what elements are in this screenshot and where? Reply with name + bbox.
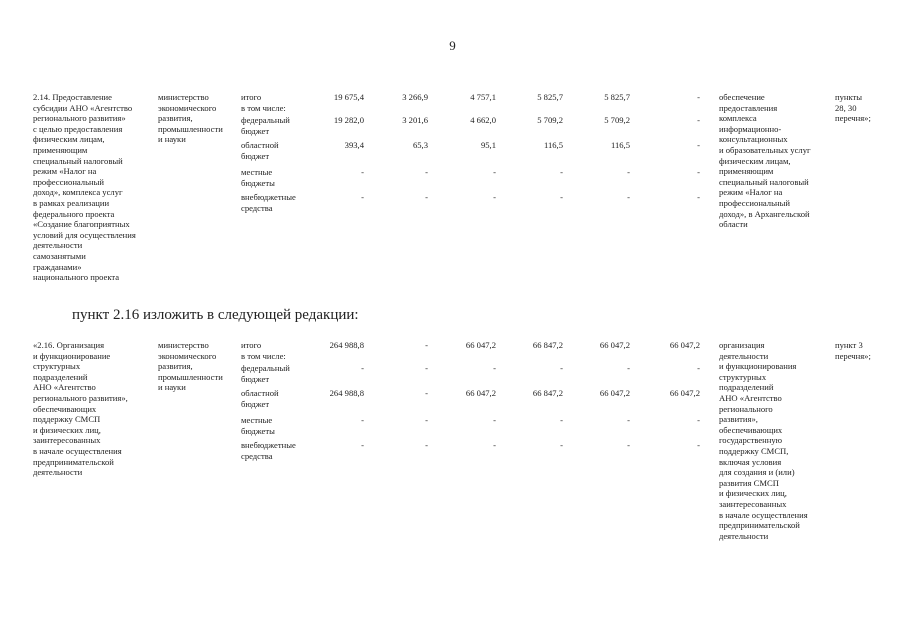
funding-value: - — [425, 415, 428, 425]
funding-value: - — [627, 440, 630, 450]
funding-value: 66 047,2 — [599, 388, 630, 398]
funding-value: - — [425, 363, 428, 373]
funding-value: - — [425, 192, 428, 202]
funding-value: 5 825,7 — [604, 92, 630, 102]
funding-value: - — [361, 440, 364, 450]
funding-source: областной бюджет — [241, 388, 279, 409]
funding-value: 66 047,2 — [465, 340, 496, 350]
funding-value: 66 047,2 — [599, 340, 630, 350]
funding-source: итого в том числе: — [241, 340, 286, 361]
expected-result: организация деятельности и функционирования структурных подразделений АНО «Агентство регионального развития», обеспечивающих государственную поддержку СМСП, включая условия для создания и (или) развития СМСП и физических лиц, заинтересованных в начале осуществления предпринимательской деятельности — [719, 340, 808, 541]
funding-value: - — [425, 167, 428, 177]
funding-value: - — [697, 363, 700, 373]
funding-value: - — [560, 167, 563, 177]
executor: министерство экономического развития, промышленности и науки — [158, 92, 223, 145]
funding-value: 4 757,1 — [470, 92, 496, 102]
funding-value: - — [560, 415, 563, 425]
funding-value: 66 047,2 — [465, 388, 496, 398]
funding-value: - — [697, 115, 700, 125]
funding-value: - — [627, 192, 630, 202]
measure-title: 2.14. Предоставление субсидии АНО «Агентство регионального развития» с целью предоставления физическим лицам, применяющим специальный налоговый режим «Налог на профессиональный доход», комплекса услуг в рамках реализации федерального проекта «Создание благоприятных условий для осуществления деятельности самозанятыми гражданами» национального проекта — [33, 92, 136, 283]
funding-value: - — [493, 192, 496, 202]
page-number: 9 — [449, 38, 456, 53]
amendment-heading: пункт 2.16 изложить в следующей редакции: — [72, 307, 359, 323]
funding-value: 5 709,2 — [604, 115, 630, 125]
funding-value: - — [697, 440, 700, 450]
funding-value: - — [560, 440, 563, 450]
funding-value: - — [697, 92, 700, 102]
funding-value: - — [627, 415, 630, 425]
funding-source: итого в том числе: — [241, 92, 286, 113]
funding-value: - — [361, 192, 364, 202]
funding-value: - — [697, 415, 700, 425]
funding-value: 66 047,2 — [669, 340, 700, 350]
funding-value: 66 847,2 — [532, 388, 563, 398]
funding-value: 4 662,0 — [470, 115, 496, 125]
measure-title: «2.16. Организация и функционирование структурных подразделений АНО «Агентство регионального развития», обеспечивающих поддержку СМСП и физических лиц, заинтересованных в начале осуществления предпринимательской деятельности — [33, 340, 128, 478]
funding-value: 116,5 — [610, 140, 630, 150]
executor: министерство экономического развития, промышленности и науки — [158, 340, 223, 393]
funding-value: 393,4 — [344, 140, 364, 150]
funding-value: 3 201,6 — [402, 115, 428, 125]
funding-source: внебюджетные средства — [241, 192, 296, 213]
reference: пункт 3 перечня»; — [835, 340, 871, 361]
funding-value: 5 709,2 — [537, 115, 563, 125]
funding-value: - — [627, 167, 630, 177]
funding-value: 95,1 — [480, 140, 496, 150]
funding-value: - — [425, 388, 428, 398]
funding-value: - — [560, 363, 563, 373]
funding-value: - — [493, 440, 496, 450]
funding-value: - — [361, 167, 364, 177]
funding-value: - — [697, 192, 700, 202]
funding-value: - — [361, 363, 364, 373]
funding-value: - — [425, 440, 428, 450]
funding-source: федеральный бюджет — [241, 115, 290, 136]
expected-result: обеспечение предоставления комплекса информационно- консультационных и образовательных услуг физическим лицам, применяющим специальный налоговый режим «Налог на профессиональный доход», в Архангельской области — [719, 92, 811, 230]
funding-value: - — [493, 363, 496, 373]
funding-value: 66 047,2 — [669, 388, 700, 398]
funding-value: - — [361, 415, 364, 425]
funding-value: 66 847,2 — [532, 340, 563, 350]
funding-source: внебюджетные средства — [241, 440, 296, 461]
funding-source: федеральный бюджет — [241, 363, 290, 384]
funding-value: - — [697, 140, 700, 150]
funding-value: - — [627, 363, 630, 373]
funding-value: 264 988,8 — [329, 388, 364, 398]
funding-value: 264 988,8 — [329, 340, 364, 350]
funding-value: 3 266,9 — [402, 92, 428, 102]
funding-source: местные бюджеты — [241, 167, 275, 188]
funding-value: 19 675,4 — [333, 92, 364, 102]
funding-value: - — [697, 167, 700, 177]
funding-value: 19 282,0 — [333, 115, 364, 125]
funding-value: 65,3 — [412, 140, 428, 150]
reference: пункты 28, 30 перечня»; — [835, 92, 871, 124]
funding-value: 116,5 — [543, 140, 563, 150]
funding-value: 5 825,7 — [537, 92, 563, 102]
funding-value: - — [560, 192, 563, 202]
funding-value: - — [493, 415, 496, 425]
funding-source: областной бюджет — [241, 140, 279, 161]
funding-source: местные бюджеты — [241, 415, 275, 436]
funding-value: - — [493, 167, 496, 177]
funding-value: - — [425, 340, 428, 350]
